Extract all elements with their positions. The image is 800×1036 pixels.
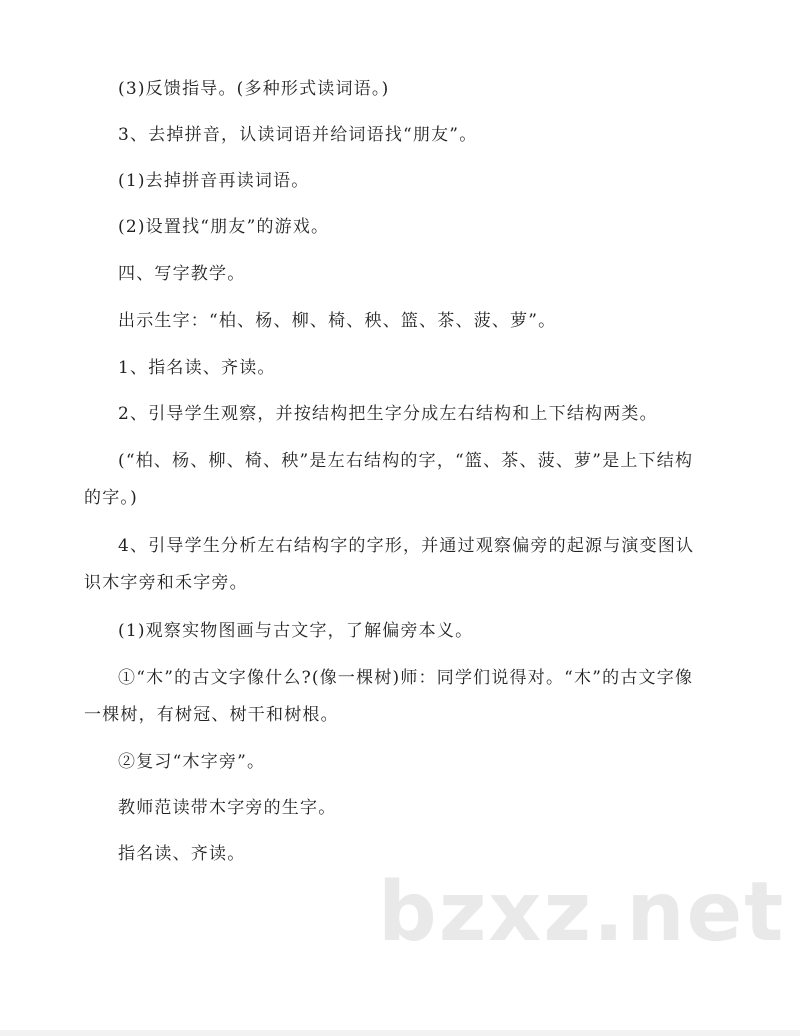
- paragraph-structure-types: (“柏、杨、柳、椅、秧”是左右结构的字，“篮、茶、菠、萝”是上下结构的字。): [84, 451, 694, 508]
- paragraph-find-friends-game: (2)设置找“朋友”的游戏。: [118, 217, 330, 237]
- paragraph-analyze-radicals: 4、引导学生分析左右结构字的字形，并通过观察偏旁的起源与演变图认识木字旁和禾字旁。: [84, 536, 695, 593]
- paragraph-observe-structure: 2、引导学生观察，并按结构把生字分成左右结构和上下结构两类。: [118, 404, 658, 424]
- paragraph-observe-images: (1)观察实物图画与古文字，了解偏旁本义。: [118, 621, 474, 641]
- paragraph-feedback-guidance: (3)反馈指导。(多种形式读词语。): [118, 79, 390, 99]
- paragraph-read-aloud: 1、指名读、齐读。: [118, 358, 276, 378]
- paragraph-wood-ancient-form: ①“木”的古文字像什么?(像一棵树)师：同学们说得对。“木”的古文字像一棵树，有树冠、树干和树根。: [84, 668, 694, 725]
- paragraph-show-characters: 出示生字：“柏、杨、柳、椅、秧、篮、茶、菠、萝”。: [118, 311, 557, 331]
- section-heading-writing: 四、写字教学。: [118, 264, 246, 284]
- paragraph-reread-words: (1)去掉拼音再读词语。: [118, 171, 310, 191]
- paragraph-review-wood-radical: ②复习“木字旁”。: [118, 752, 266, 772]
- paragraph-read-again: 指名读、齐读。: [118, 844, 246, 864]
- paragraph-remove-pinyin: 3、去掉拼音，认读词语并给词语找“朋友”。: [118, 125, 478, 145]
- page-bottom-edge: [0, 1030, 800, 1036]
- watermark-logo: bzxz.net: [378, 865, 786, 960]
- paragraph-teacher-reads: 教师范读带木字旁的生字。: [118, 798, 337, 818]
